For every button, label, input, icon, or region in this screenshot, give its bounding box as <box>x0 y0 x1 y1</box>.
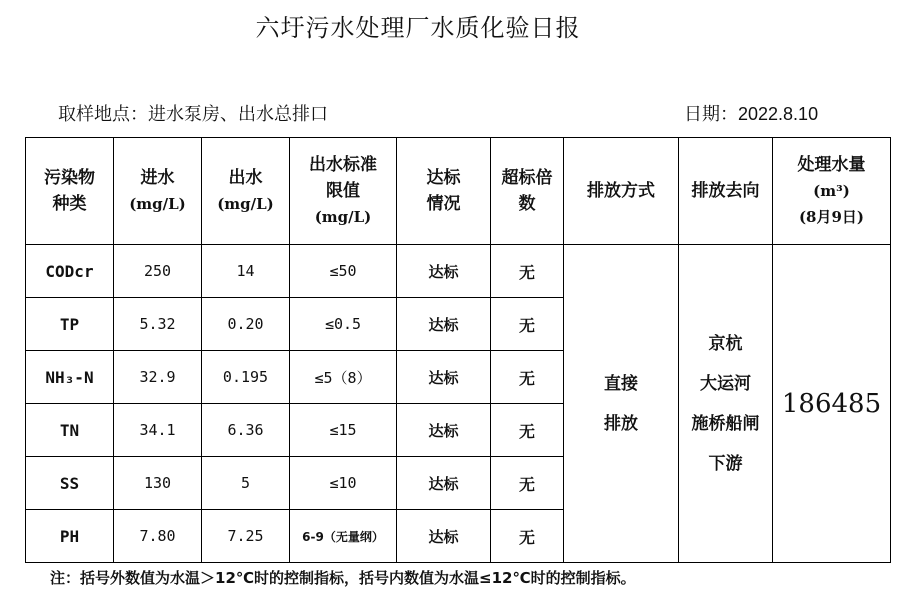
header-influent <box>114 138 202 245</box>
header-limit <box>290 138 397 245</box>
header-volume-unit: (m³) <box>813 182 850 200</box>
effluent-cell: 0.195 <box>202 351 290 404</box>
influent-cell: 130 <box>114 457 202 510</box>
table-row-codcr <box>26 245 891 298</box>
discharge-dest-line2: 大运河 <box>700 373 751 394</box>
exceed-cell: 无 <box>491 351 564 404</box>
status-cell: 达标 <box>397 510 491 563</box>
effluent-cell: 14 <box>202 245 290 298</box>
status-cell: 达标 <box>397 457 491 510</box>
header-pollutant <box>26 138 114 245</box>
influent-cell: 34.1 <box>114 404 202 457</box>
discharge-dest-line1: 京杭 <box>708 333 743 354</box>
exceed-cell: 无 <box>491 404 564 457</box>
header-status-line2: 情况 <box>426 194 461 214</box>
discharge-dest-line4: 下游 <box>708 453 743 474</box>
status-cell: 达标 <box>397 351 491 404</box>
header-row <box>26 138 891 245</box>
limit-cell: ≤10 <box>290 457 397 510</box>
volume-cell: 186485 <box>773 245 891 563</box>
status-cell: 达标 <box>397 404 491 457</box>
status-cell: 达标 <box>397 245 491 298</box>
pollutant-cell: TN <box>26 404 114 457</box>
limit-cell: ≤50 <box>290 245 397 298</box>
influent-cell: 5.32 <box>114 298 202 351</box>
effluent-cell: 0.20 <box>202 298 290 351</box>
limit-cell: ≤15 <box>290 404 397 457</box>
header-exceed <box>491 138 564 245</box>
header-volume-line1: 处理水量 <box>797 155 866 175</box>
status-cell: 达标 <box>397 298 491 351</box>
pollutant-cell: SS <box>26 457 114 510</box>
discharge-method-cell <box>564 245 679 563</box>
header-discharge-method: 排放方式 <box>564 138 679 245</box>
header-effluent <box>202 138 290 245</box>
influent-cell: 250 <box>114 245 202 298</box>
header-influent-line1: 进水 <box>140 168 175 188</box>
header-exceed-line2: 数 <box>518 194 536 214</box>
header-discharge-dest: 排放去向 <box>679 138 773 245</box>
influent-cell: 32.9 <box>114 351 202 404</box>
header-limit-line2: 限值 <box>326 181 360 201</box>
limit-cell: ≤5（8） <box>290 351 397 404</box>
limit-cell: 6-9（无量纲） <box>290 510 397 563</box>
header-pollutant-line1: 污染物 <box>44 168 95 188</box>
discharge-method-line2: 排放 <box>604 413 638 434</box>
exceed-cell: 无 <box>491 510 564 563</box>
influent-cell: 7.80 <box>114 510 202 563</box>
report-title: 六圩污水处理厂水质化验日报 <box>255 14 581 42</box>
header-volume <box>773 138 891 245</box>
header-limit-line1: 出水标准 <box>309 155 377 175</box>
effluent-cell: 6.36 <box>202 404 290 457</box>
discharge-method-line1: 直接 <box>604 373 638 394</box>
discharge-dest-cell <box>679 245 773 563</box>
effluent-cell: 7.25 <box>202 510 290 563</box>
footnote: 注：括号外数值为水温＞12℃时的控制指标，括号内数值为水温≤12℃时的控制指标。 <box>50 569 636 587</box>
header-limit-unit: (mg/L) <box>314 208 372 226</box>
header-effluent-line1: 出水 <box>228 168 263 188</box>
report-date <box>684 100 818 126</box>
header-effluent-unit: (mg/L) <box>217 195 274 213</box>
header-exceed-line1: 超标倍 <box>501 168 553 188</box>
water-quality-table <box>25 137 891 563</box>
header-pollutant-line2: 种类 <box>52 194 87 214</box>
pollutant-cell: NH₃-N <box>26 351 114 404</box>
limit-cell: ≤0.5 <box>290 298 397 351</box>
exceed-cell: 无 <box>491 245 564 298</box>
exceed-cell: 无 <box>491 298 564 351</box>
sampling-location: 取样地点：进水泵房、出水总排口 <box>58 104 328 125</box>
pollutant-cell: PH <box>26 510 114 563</box>
date-label: 日期： <box>684 104 738 125</box>
header-volume-date: (8月9日) <box>798 208 865 226</box>
effluent-cell: 5 <box>202 457 290 510</box>
date-value: 2022.8.10 <box>738 104 819 124</box>
discharge-dest-line3: 施桥船闸 <box>691 413 760 434</box>
header-status-line1: 达标 <box>426 168 461 188</box>
header-status <box>397 138 491 245</box>
exceed-cell: 无 <box>491 457 564 510</box>
header-influent-unit: (mg/L) <box>129 195 186 213</box>
pollutant-cell: CODcr <box>26 245 114 298</box>
pollutant-cell: TP <box>26 298 114 351</box>
